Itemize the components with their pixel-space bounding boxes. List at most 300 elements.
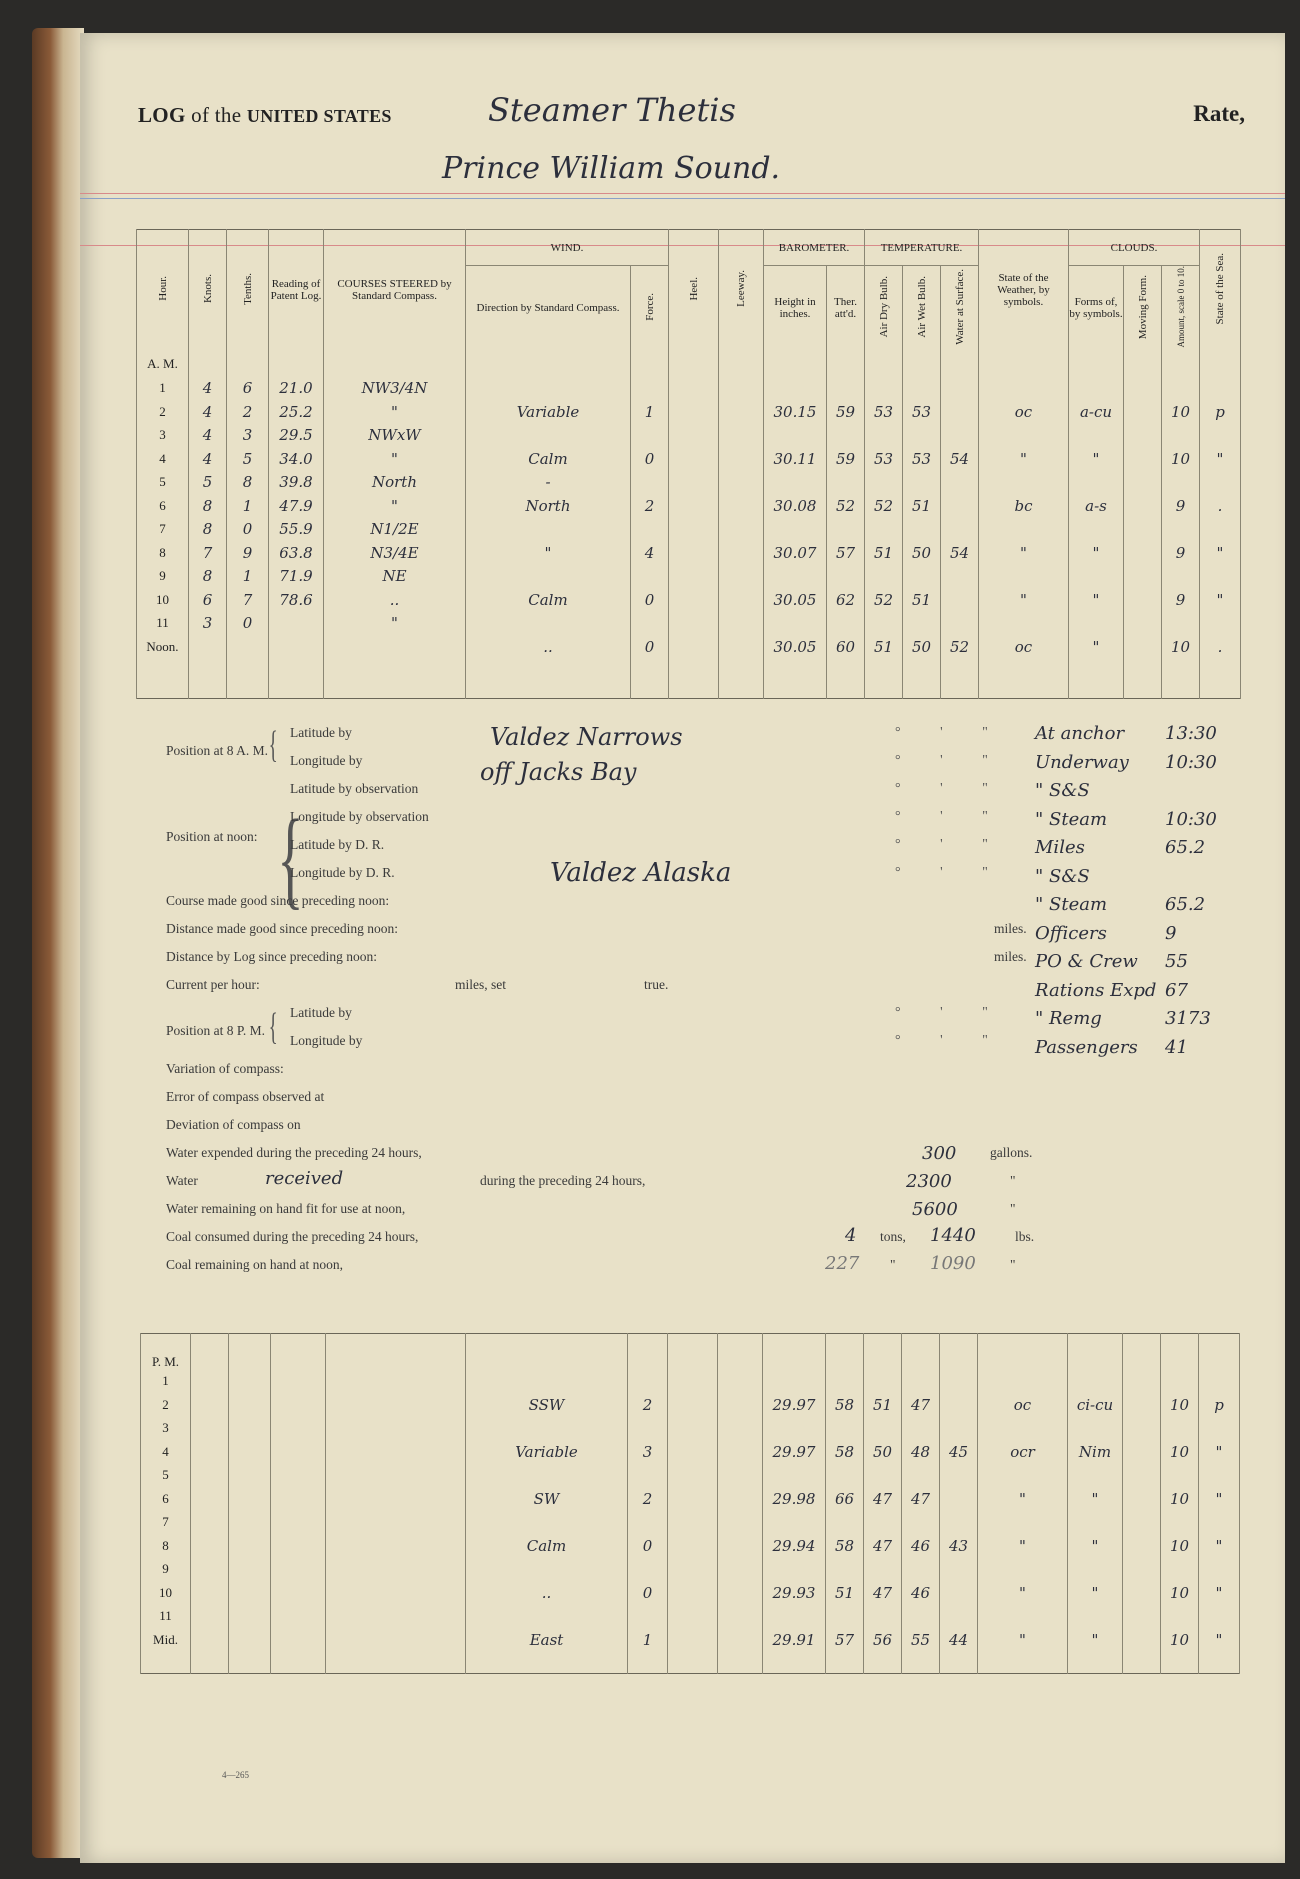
wind-direction-cell bbox=[466, 377, 631, 401]
moving-cell bbox=[1123, 1417, 1161, 1441]
ther-cell bbox=[826, 1605, 864, 1629]
leeway-cell bbox=[718, 1487, 763, 1511]
amount-cell: 10 bbox=[1161, 1440, 1199, 1464]
wind-direction-cell: .. bbox=[466, 635, 631, 659]
heel-cell bbox=[668, 1417, 718, 1441]
patent-log-cell bbox=[271, 1393, 326, 1417]
course-cell: N3/4E bbox=[324, 541, 466, 565]
dry-bulb-cell: 52 bbox=[865, 588, 903, 612]
patent-log-cell: 47.9 bbox=[269, 494, 324, 518]
page-title: LOG of the UNITED STATES bbox=[138, 103, 392, 127]
barometer-cell: 29.98 bbox=[763, 1487, 826, 1511]
cloud-forms-cell bbox=[1069, 518, 1124, 542]
leeway-cell bbox=[718, 1534, 763, 1558]
wind-direction-cell bbox=[466, 1417, 628, 1441]
tenths-cell bbox=[229, 1393, 271, 1417]
dry-bulb-cell bbox=[865, 518, 903, 542]
course-cell bbox=[326, 1534, 466, 1558]
moving-cell bbox=[1124, 541, 1162, 565]
am-log-table bbox=[136, 229, 1241, 699]
heel-cell bbox=[669, 588, 719, 612]
pm-row bbox=[141, 1440, 1240, 1464]
margin-note-label: " S&S bbox=[1035, 865, 1090, 887]
dry-bulb-cell: 47 bbox=[864, 1581, 902, 1605]
margin-note-label: " Remg bbox=[1035, 1008, 1102, 1029]
wind-force-cell bbox=[628, 1605, 668, 1629]
course-cell: North bbox=[324, 471, 466, 495]
course-cell: " bbox=[324, 447, 466, 471]
amount-cell bbox=[1161, 1605, 1199, 1629]
amount-cell bbox=[1162, 518, 1200, 542]
knots-cell bbox=[191, 1417, 229, 1441]
water-temp-cell: 54 bbox=[941, 447, 979, 471]
am-row bbox=[137, 565, 1241, 589]
col-moving: Moving Form. bbox=[1124, 266, 1162, 351]
pm-row bbox=[141, 1393, 1240, 1417]
wind-direction-cell: Calm bbox=[466, 447, 631, 471]
am-row bbox=[137, 612, 1241, 636]
knots-cell: 5 bbox=[189, 471, 227, 495]
cloud-forms-cell: " bbox=[1069, 635, 1124, 659]
margin-note-value: 55 bbox=[1165, 951, 1188, 972]
wet-bulb-cell bbox=[903, 471, 941, 495]
leeway-cell bbox=[719, 447, 764, 471]
am-row bbox=[137, 635, 1241, 659]
hour-cell: 8 bbox=[141, 1534, 191, 1558]
hour-cell: 5 bbox=[137, 471, 189, 495]
patent-log-cell: 55.9 bbox=[269, 518, 324, 542]
water-temp-cell: 45 bbox=[940, 1440, 978, 1464]
patent-log-cell bbox=[271, 1558, 326, 1582]
leeway-cell bbox=[718, 1605, 763, 1629]
leeway-cell bbox=[719, 588, 764, 612]
col-clouds: CLOUDS. bbox=[1069, 230, 1200, 266]
ther-cell: 52 bbox=[827, 494, 865, 518]
wet-bulb-cell bbox=[903, 377, 941, 401]
ther-cell: 59 bbox=[827, 400, 865, 424]
barometer-cell bbox=[763, 1511, 826, 1535]
col-dry-bulb: Air Dry Bulb. bbox=[865, 266, 903, 351]
ther-cell bbox=[826, 1370, 864, 1394]
wet-bulb-cell: 55 bbox=[902, 1628, 940, 1652]
ther-cell: 57 bbox=[826, 1628, 864, 1652]
wind-direction-cell: SW bbox=[466, 1487, 628, 1511]
ther-cell: 62 bbox=[827, 588, 865, 612]
wind-force-cell bbox=[631, 612, 669, 636]
knots-cell bbox=[191, 1558, 229, 1582]
water-temp-cell bbox=[941, 494, 979, 518]
book-binding bbox=[32, 28, 84, 1858]
col-heel: Heel. bbox=[669, 230, 719, 351]
knots-cell bbox=[191, 1581, 229, 1605]
amount-cell bbox=[1162, 471, 1200, 495]
heel-cell bbox=[668, 1370, 718, 1394]
ther-cell: 59 bbox=[827, 447, 865, 471]
leeway-cell bbox=[718, 1417, 763, 1441]
cloud-forms-cell bbox=[1069, 377, 1124, 401]
hour-cell: 4 bbox=[141, 1440, 191, 1464]
tenths-cell bbox=[227, 635, 269, 659]
margin-note-value: 3173 bbox=[1165, 1008, 1211, 1029]
wind-direction-cell: Calm bbox=[466, 1534, 628, 1558]
knots-cell bbox=[191, 1370, 229, 1394]
wind-direction-cell bbox=[466, 424, 631, 448]
wind-force-cell bbox=[628, 1558, 668, 1582]
water-temp-cell: 44 bbox=[940, 1628, 978, 1652]
wind-direction-cell: - bbox=[466, 471, 631, 495]
margin-note-label: Miles bbox=[1035, 837, 1085, 858]
sea-cell: " bbox=[1200, 588, 1241, 612]
hour-cell: 10 bbox=[137, 588, 189, 612]
wind-direction-cell: Variable bbox=[466, 400, 631, 424]
wet-bulb-cell bbox=[903, 612, 941, 636]
wind-direction-cell: SSW bbox=[466, 1393, 628, 1417]
ther-cell bbox=[827, 518, 865, 542]
weather-cell bbox=[979, 518, 1069, 542]
heel-cell bbox=[668, 1581, 718, 1605]
pm-row bbox=[141, 1370, 1240, 1394]
wet-bulb-cell bbox=[902, 1417, 940, 1441]
pos-noon-label: Position at noon: bbox=[166, 829, 258, 844]
wind-direction-cell: Calm bbox=[466, 588, 631, 612]
course-cell: NE bbox=[324, 565, 466, 589]
hour-cell: 8 bbox=[137, 541, 189, 565]
amount-cell: 10 bbox=[1161, 1534, 1199, 1558]
heel-cell bbox=[668, 1440, 718, 1464]
sea-cell bbox=[1200, 471, 1241, 495]
leeway-cell bbox=[718, 1558, 763, 1582]
leeway-cell bbox=[718, 1370, 763, 1394]
pm-label-row: P. M. bbox=[141, 1334, 1240, 1370]
wind-direction-cell bbox=[466, 1605, 628, 1629]
dry-bulb-cell bbox=[864, 1558, 902, 1582]
margin-note-label: Officers bbox=[1035, 922, 1107, 944]
patent-log-cell bbox=[271, 1605, 326, 1629]
cloud-forms-cell: " bbox=[1069, 541, 1124, 565]
pm-pad-row bbox=[141, 1652, 1240, 1674]
water-temp-cell bbox=[940, 1370, 978, 1394]
margin-note-value: 13:30 bbox=[1165, 723, 1217, 744]
water-temp-cell bbox=[940, 1393, 978, 1417]
tenths-cell: 2 bbox=[227, 400, 269, 424]
ther-cell bbox=[826, 1417, 864, 1441]
patent-log-cell: 71.9 bbox=[269, 565, 324, 589]
barometer-cell bbox=[763, 1558, 826, 1582]
pm-rows bbox=[141, 1370, 1240, 1652]
amount-cell: 10 bbox=[1161, 1628, 1199, 1652]
amount-cell bbox=[1161, 1417, 1199, 1441]
wind-direction-cell: .. bbox=[466, 1581, 628, 1605]
dry-bulb-cell bbox=[864, 1417, 902, 1441]
moving-cell bbox=[1123, 1511, 1161, 1535]
col-cloud-forms: Forms of, by symbols. bbox=[1069, 266, 1124, 351]
ther-cell: 58 bbox=[826, 1440, 864, 1464]
barometer-cell bbox=[764, 518, 827, 542]
heel-cell bbox=[669, 471, 719, 495]
weather-cell: " bbox=[979, 447, 1069, 471]
ther-cell bbox=[827, 612, 865, 636]
course-cell bbox=[326, 1581, 466, 1605]
col-hour: Hour. bbox=[137, 230, 189, 351]
leeway-cell bbox=[719, 565, 764, 589]
amount-cell: 9 bbox=[1162, 494, 1200, 518]
leeway-cell bbox=[719, 541, 764, 565]
course-cell: .. bbox=[324, 588, 466, 612]
heel-cell bbox=[668, 1393, 718, 1417]
location: Prince William Sound. bbox=[442, 151, 781, 186]
amount-cell: 10 bbox=[1161, 1487, 1199, 1511]
tenths-cell: 1 bbox=[227, 494, 269, 518]
wind-force-cell: 0 bbox=[631, 588, 669, 612]
knots-cell bbox=[191, 1440, 229, 1464]
heel-cell bbox=[668, 1628, 718, 1652]
col-knots: Knots. bbox=[189, 230, 227, 351]
course-cell: NWxW bbox=[324, 424, 466, 448]
weather-cell bbox=[978, 1605, 1068, 1629]
tenths-cell: 9 bbox=[227, 541, 269, 565]
wind-force-cell bbox=[631, 565, 669, 589]
course-cell bbox=[326, 1558, 466, 1582]
dry-bulb-cell: 47 bbox=[864, 1534, 902, 1558]
dry-bulb-cell bbox=[865, 612, 903, 636]
header-rule-blue bbox=[80, 198, 1285, 199]
course-cell bbox=[326, 1511, 466, 1535]
col-wet-bulb: Air Wet Bulb. bbox=[903, 266, 941, 351]
dry-bulb-cell: 51 bbox=[864, 1393, 902, 1417]
col-amount: Amount, scale 0 to 10. bbox=[1162, 266, 1200, 351]
weather-cell: oc bbox=[978, 1393, 1068, 1417]
barometer-cell: 30.08 bbox=[764, 494, 827, 518]
cloud-forms-cell bbox=[1068, 1370, 1123, 1394]
wind-force-cell: 0 bbox=[631, 447, 669, 471]
ther-cell bbox=[827, 565, 865, 589]
wet-bulb-cell bbox=[903, 424, 941, 448]
weather-cell bbox=[979, 377, 1069, 401]
col-temperature: TEMPERATURE. bbox=[865, 230, 979, 266]
moving-cell bbox=[1124, 588, 1162, 612]
tenths-cell: 3 bbox=[227, 424, 269, 448]
hour-cell: 2 bbox=[141, 1393, 191, 1417]
tenths-cell bbox=[229, 1440, 271, 1464]
tenths-cell bbox=[229, 1370, 271, 1394]
wind-force-cell bbox=[628, 1370, 668, 1394]
hour-cell: Noon. bbox=[137, 635, 189, 659]
course-cell bbox=[324, 635, 466, 659]
ther-cell: 51 bbox=[826, 1581, 864, 1605]
course-cell bbox=[326, 1464, 466, 1488]
pm-row bbox=[141, 1605, 1240, 1629]
wind-direction-cell bbox=[466, 1558, 628, 1582]
margin-note-value: 10:30 bbox=[1165, 808, 1217, 830]
barometer-cell bbox=[763, 1605, 826, 1629]
leeway-cell bbox=[718, 1464, 763, 1488]
hour-cell: 10 bbox=[141, 1581, 191, 1605]
margin-note-label: " Steam bbox=[1035, 894, 1108, 915]
course-cell: NW3/4N bbox=[324, 377, 466, 401]
course-cell bbox=[326, 1628, 466, 1652]
water-temp-cell bbox=[940, 1417, 978, 1441]
sea-cell: p bbox=[1200, 400, 1241, 424]
hour-cell: 5 bbox=[141, 1464, 191, 1488]
patent-log-cell bbox=[271, 1417, 326, 1441]
heel-cell bbox=[668, 1558, 718, 1582]
pos-8am-label: Position at 8 A. M. bbox=[166, 743, 269, 758]
weather-cell: " bbox=[978, 1581, 1068, 1605]
moving-cell bbox=[1123, 1464, 1161, 1488]
moving-cell bbox=[1124, 377, 1162, 401]
margin-note-label: Rations Expd bbox=[1035, 979, 1157, 1001]
wind-force-cell: 2 bbox=[628, 1393, 668, 1417]
dry-bulb-cell: 47 bbox=[864, 1487, 902, 1511]
knots-cell bbox=[191, 1628, 229, 1652]
course-cell bbox=[326, 1605, 466, 1629]
weather-cell bbox=[979, 424, 1069, 448]
dry-bulb-cell bbox=[864, 1511, 902, 1535]
knots-cell bbox=[191, 1511, 229, 1535]
heel-cell bbox=[669, 424, 719, 448]
pm-row bbox=[141, 1511, 1240, 1535]
heel-cell bbox=[668, 1487, 718, 1511]
wet-bulb-cell: 50 bbox=[903, 635, 941, 659]
hour-cell: 7 bbox=[137, 518, 189, 542]
water-temp-cell bbox=[941, 424, 979, 448]
dry-bulb-cell: 52 bbox=[865, 494, 903, 518]
header-rule bbox=[80, 193, 1285, 194]
wet-bulb-cell bbox=[903, 518, 941, 542]
amount-cell bbox=[1161, 1464, 1199, 1488]
moving-cell bbox=[1123, 1628, 1161, 1652]
course-cell: N1/2E bbox=[324, 518, 466, 542]
col-tenths: Tenths. bbox=[227, 230, 269, 351]
dry-bulb-cell: 50 bbox=[864, 1440, 902, 1464]
wet-bulb-cell: 51 bbox=[903, 588, 941, 612]
wind-direction-cell: North bbox=[466, 494, 631, 518]
cloud-forms-cell: a-cu bbox=[1069, 400, 1124, 424]
amount-cell bbox=[1162, 612, 1200, 636]
pm-row bbox=[141, 1487, 1240, 1511]
barometer-cell: 30.11 bbox=[764, 447, 827, 471]
wind-direction-cell bbox=[466, 612, 631, 636]
patent-log-cell: 78.6 bbox=[269, 588, 324, 612]
barometer-cell: 29.97 bbox=[763, 1440, 826, 1464]
moving-cell bbox=[1124, 400, 1162, 424]
moving-cell bbox=[1124, 494, 1162, 518]
hour-cell: 1 bbox=[141, 1370, 191, 1394]
ther-cell bbox=[827, 424, 865, 448]
barometer-cell bbox=[763, 1417, 826, 1441]
ther-cell: 58 bbox=[826, 1534, 864, 1558]
heel-cell bbox=[668, 1605, 718, 1629]
sea-cell bbox=[1200, 424, 1241, 448]
patent-log-cell bbox=[271, 1628, 326, 1652]
wind-direction-cell: Variable bbox=[466, 1440, 628, 1464]
col-patent-log: Reading of Patent Log. bbox=[269, 230, 324, 351]
hour-cell: 7 bbox=[141, 1511, 191, 1535]
am-row bbox=[137, 541, 1241, 565]
col-sea: State of the Sea. bbox=[1200, 230, 1241, 351]
tenths-cell bbox=[229, 1417, 271, 1441]
margin-note-label: Underway bbox=[1035, 751, 1129, 773]
sea-cell bbox=[1200, 612, 1241, 636]
sea-cell bbox=[1200, 565, 1241, 589]
tenths-cell: 7 bbox=[227, 588, 269, 612]
tenths-cell: 0 bbox=[227, 612, 269, 636]
heel-cell bbox=[668, 1511, 718, 1535]
hour-cell: 3 bbox=[137, 424, 189, 448]
cloud-forms-cell: " bbox=[1068, 1487, 1123, 1511]
tenths-cell: 6 bbox=[227, 377, 269, 401]
leeway-cell bbox=[718, 1511, 763, 1535]
wind-force-cell: 0 bbox=[628, 1534, 668, 1558]
margin-note-value: 65.2 bbox=[1165, 894, 1206, 915]
wet-bulb-cell: 47 bbox=[902, 1393, 940, 1417]
wind-force-cell bbox=[628, 1464, 668, 1488]
dry-bulb-cell bbox=[865, 377, 903, 401]
rate-label: Rate, bbox=[1193, 101, 1245, 126]
col-water-temp: Water at Surface. bbox=[941, 266, 979, 351]
wind-direction-cell bbox=[466, 1370, 628, 1394]
ther-cell: 66 bbox=[826, 1487, 864, 1511]
wind-direction-cell: " bbox=[466, 541, 631, 565]
wind-force-cell: 4 bbox=[631, 541, 669, 565]
heel-cell bbox=[669, 612, 719, 636]
am-label-row: A. M. bbox=[137, 351, 1241, 377]
cloud-forms-cell bbox=[1069, 612, 1124, 636]
pm-log-table bbox=[140, 1333, 1240, 1674]
wind-force-cell: 0 bbox=[628, 1581, 668, 1605]
sea-cell bbox=[1200, 518, 1241, 542]
moving-cell bbox=[1124, 612, 1162, 636]
form-number: 4—265 bbox=[222, 1770, 249, 1780]
wet-bulb-cell bbox=[902, 1605, 940, 1629]
tenths-cell: 8 bbox=[227, 471, 269, 495]
water-temp-cell bbox=[941, 565, 979, 589]
barometer-cell: 29.91 bbox=[763, 1628, 826, 1652]
col-wind-direction: Direction by Standard Compass. bbox=[466, 266, 631, 351]
tenths-cell bbox=[229, 1511, 271, 1535]
weather-cell bbox=[978, 1417, 1068, 1441]
patent-log-cell bbox=[271, 1370, 326, 1394]
barometer-cell bbox=[764, 471, 827, 495]
cloud-forms-cell bbox=[1068, 1605, 1123, 1629]
margin-note-label: Passengers bbox=[1035, 1036, 1138, 1058]
knots-cell: 4 bbox=[189, 377, 227, 401]
sea-cell bbox=[1200, 377, 1241, 401]
patent-log-cell: 25.2 bbox=[269, 400, 324, 424]
weather-cell bbox=[979, 565, 1069, 589]
patent-log-cell: 34.0 bbox=[269, 447, 324, 471]
amount-cell: 10 bbox=[1161, 1393, 1199, 1417]
col-courses: COURSES STEERED by Standard Compass. bbox=[324, 230, 466, 351]
amount-cell bbox=[1161, 1511, 1199, 1535]
amount-cell: 10 bbox=[1162, 400, 1200, 424]
wet-bulb-cell: 53 bbox=[903, 447, 941, 471]
water-temp-cell bbox=[940, 1605, 978, 1629]
am-pad-row bbox=[137, 659, 1241, 699]
cloud-forms-cell: a-s bbox=[1069, 494, 1124, 518]
patent-log-cell bbox=[269, 635, 324, 659]
heel-cell bbox=[669, 565, 719, 589]
wind-force-cell bbox=[628, 1511, 668, 1535]
knots-cell bbox=[191, 1487, 229, 1511]
tenths-cell bbox=[229, 1534, 271, 1558]
sea-cell bbox=[1199, 1417, 1240, 1441]
leeway-cell bbox=[718, 1440, 763, 1464]
weather-cell bbox=[978, 1370, 1068, 1394]
cloud-forms-cell bbox=[1069, 565, 1124, 589]
weather-cell bbox=[978, 1511, 1068, 1535]
weather-cell: " bbox=[978, 1534, 1068, 1558]
